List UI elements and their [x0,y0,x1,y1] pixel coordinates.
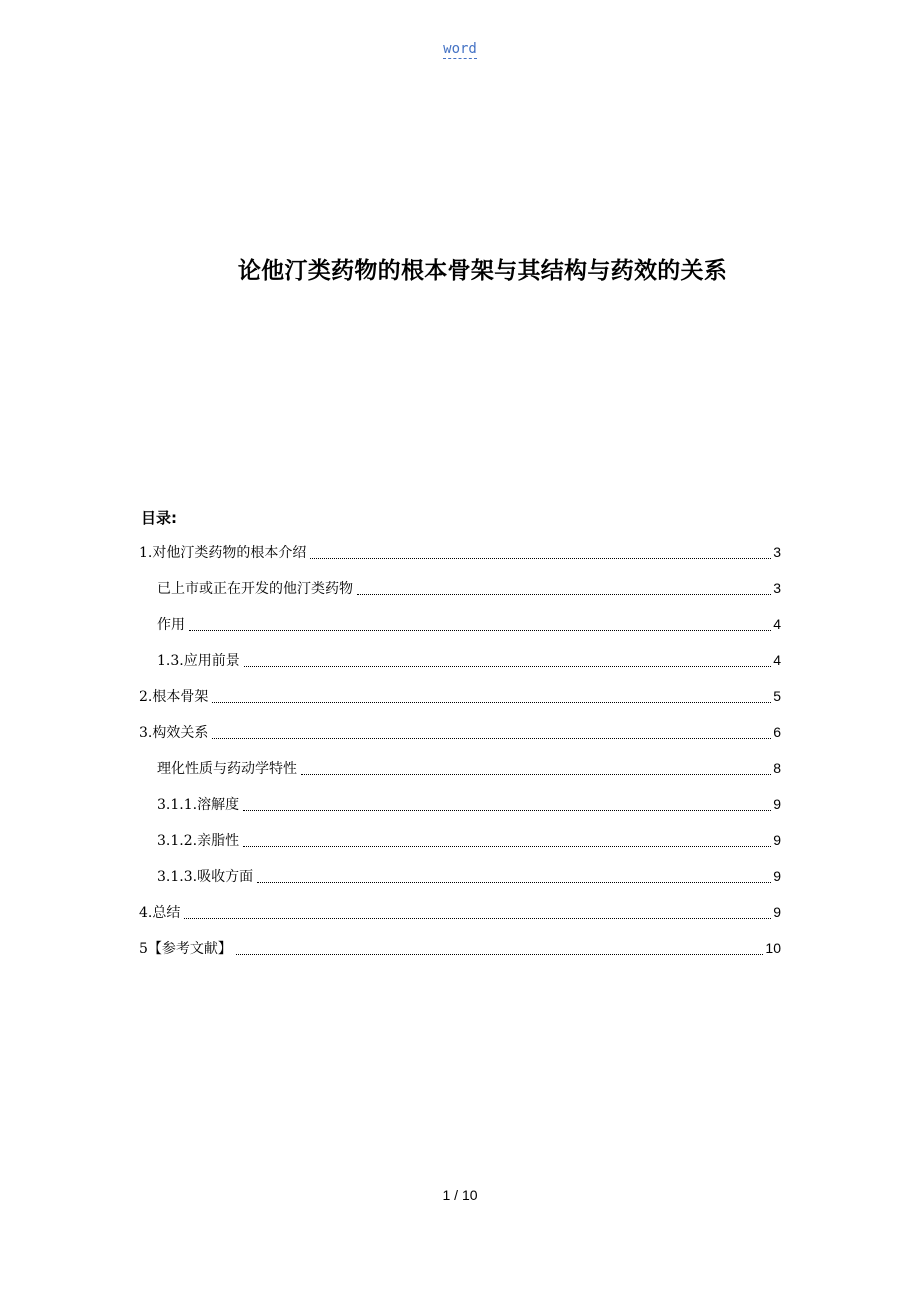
toc-page-number: 6 [773,724,781,740]
toc-entry-1[interactable] [139,540,781,576]
page-header [0,41,920,57]
toc-entry-text: 1.对他汀类药物的根本介绍 [139,545,307,561]
toc-page-number: 3 [773,544,781,560]
toc-dot-leader [243,809,771,811]
toc-entry-5[interactable] [139,936,781,972]
toc-page-number: 9 [773,796,781,812]
toc-entry-3-1-2[interactable] [139,828,781,864]
toc-entry-text: 理化性质与药动学特性 [157,761,297,777]
toc-page-number: 5 [773,688,781,704]
toc-page-number: 9 [773,868,781,884]
toc-dot-leader [212,701,771,703]
toc-entry-text: 3.1.3.吸收方面 [157,869,254,885]
toc-entry-3-1[interactable] [139,756,781,792]
toc-entry-text: 已上市或正在开发的他汀类药物 [157,581,353,597]
table-of-contents [139,540,781,972]
toc-page-number: 3 [773,580,781,596]
toc-entry-text: 5【参考文献】 [139,941,232,957]
toc-entry-3-1-3[interactable] [139,864,781,900]
toc-entry-text: 1.3.应用前景 [157,653,240,669]
document-title: 论他汀类药物的根本骨架与其结构与药效的关系 [237,258,728,284]
toc-entry-4[interactable] [139,900,781,936]
toc-entry-1-3[interactable] [139,648,781,684]
toc-page-number: 9 [773,904,781,920]
toc-entry-2[interactable] [139,684,781,720]
toc-entry-3-1-1[interactable] [139,792,781,828]
toc-dot-leader [236,953,764,955]
toc-dot-leader [301,773,771,775]
toc-entry-text: 2.根本骨架 [139,689,209,705]
toc-page-number: 10 [765,940,781,956]
header-word-link[interactable]: word [443,41,477,57]
toc-entry-1-2[interactable] [139,612,781,648]
toc-entry-text: 3.1.1.溶解度 [157,797,240,813]
toc-dot-leader [310,557,771,559]
toc-dot-leader [243,845,771,847]
toc-page-number: 9 [773,832,781,848]
toc-dot-leader [357,593,771,595]
toc-entry-text: 作用 [157,617,185,633]
toc-dot-leader [212,737,771,739]
toc-dot-leader [257,881,771,883]
toc-dot-leader [184,917,771,919]
toc-entry-text: 4.总结 [139,905,181,921]
toc-entry-text: 3.构效关系 [139,725,209,741]
toc-entry-text: 3.1.2.亲脂性 [157,833,240,849]
toc-entry-3[interactable] [139,720,781,756]
page-number-indicator: 1 / 10 [442,1187,478,1203]
toc-page-number: 4 [773,652,781,668]
toc-dot-leader [189,629,771,631]
toc-dot-leader [244,665,771,667]
toc-page-number: 8 [773,760,781,776]
toc-heading: 目录: [141,509,177,527]
toc-entry-1-1[interactable] [139,576,781,612]
toc-page-number: 4 [773,616,781,632]
